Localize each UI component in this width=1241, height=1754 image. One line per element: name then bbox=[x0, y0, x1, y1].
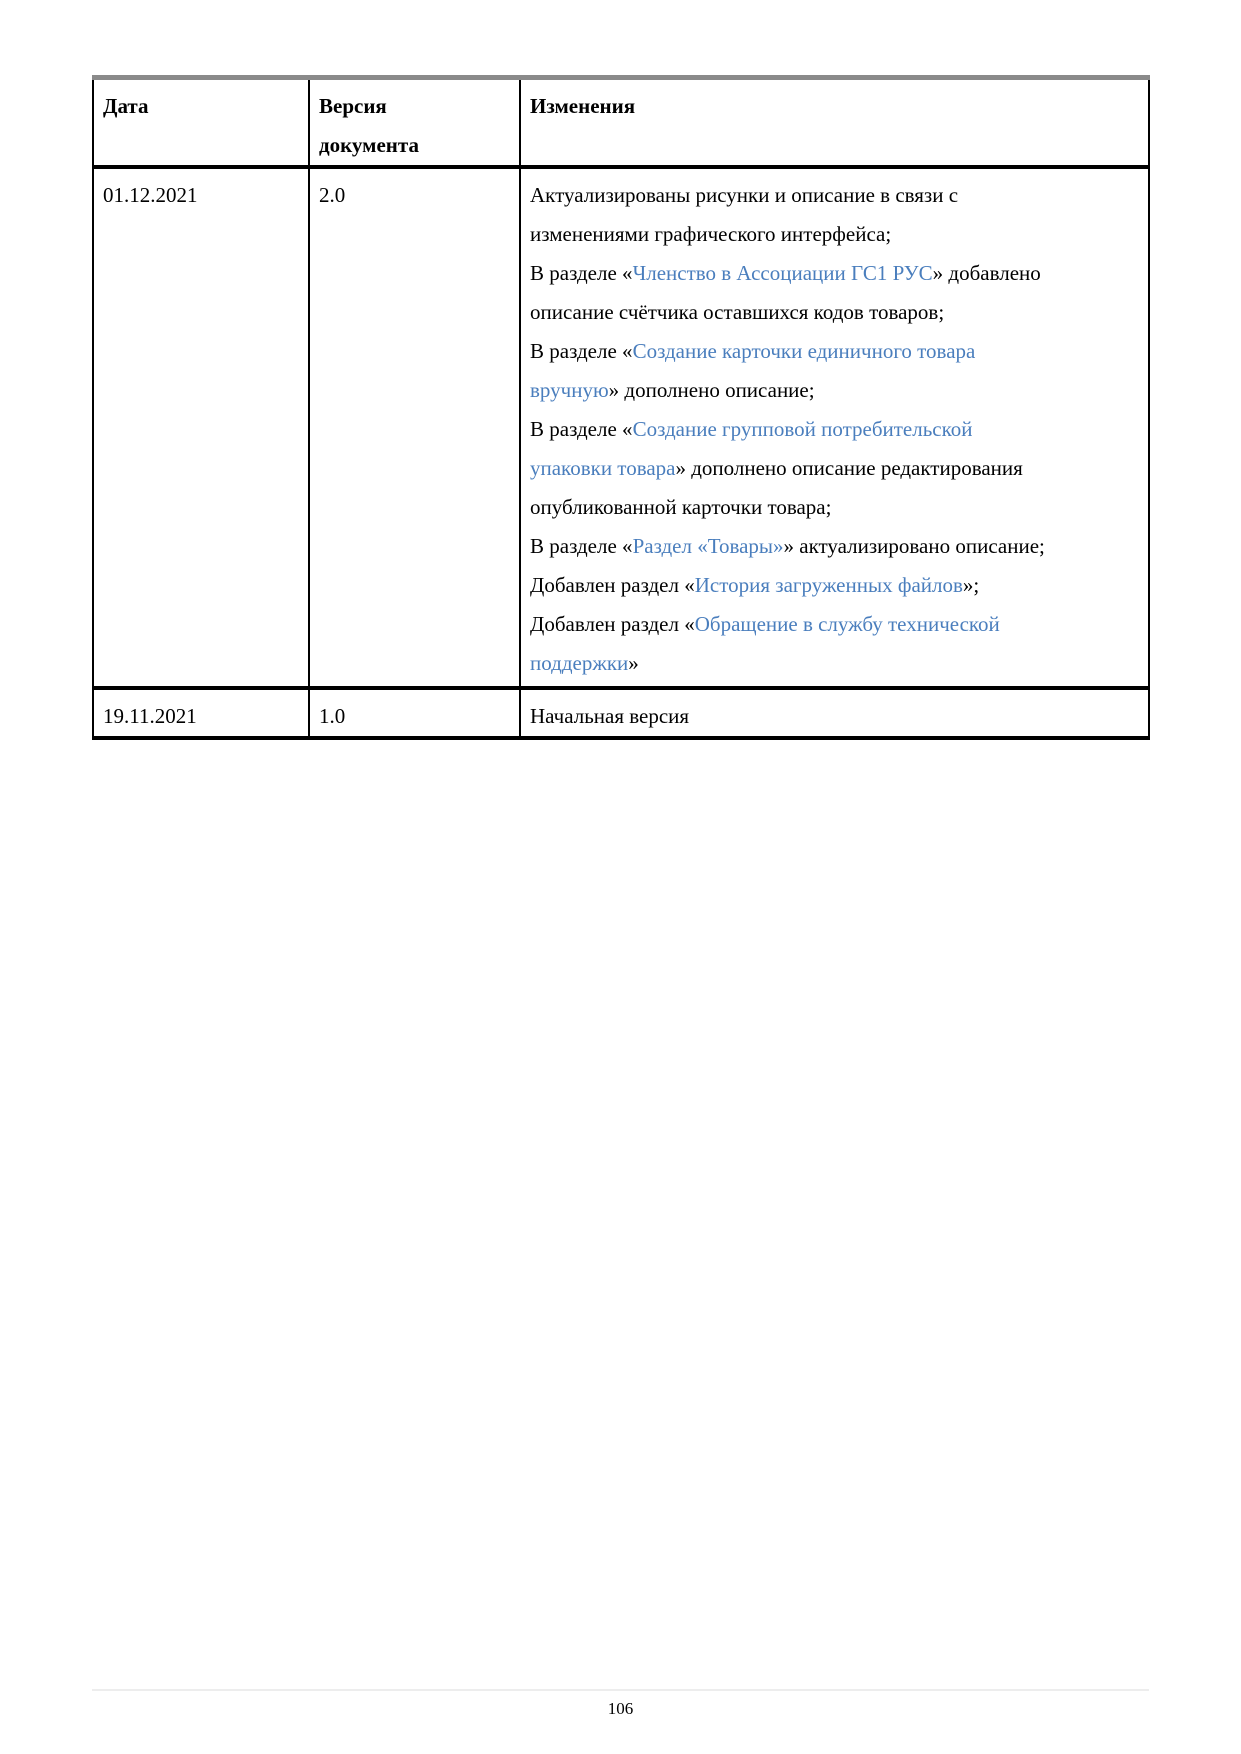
section-link[interactable]: Раздел «Товары» bbox=[632, 534, 784, 558]
changes-text: В разделе « bbox=[530, 261, 633, 285]
table-row bbox=[93, 167, 1149, 688]
changes-text: В разделе « bbox=[530, 534, 633, 558]
changes-text: В разделе « bbox=[530, 417, 633, 441]
changes-line bbox=[530, 293, 1142, 332]
version-cell: 2.0 bbox=[309, 167, 520, 688]
changes-line bbox=[530, 449, 1142, 488]
changes-line bbox=[530, 371, 1142, 410]
changes-text: изменениями графического интерфейса; bbox=[530, 222, 892, 246]
section-link[interactable]: вручную bbox=[530, 378, 609, 402]
date-cell: 01.12.2021 bbox=[93, 167, 309, 688]
changes-cell bbox=[520, 167, 1149, 688]
changes-text: Добавлен раздел « bbox=[530, 573, 695, 597]
header-changes bbox=[520, 78, 1149, 168]
header-row bbox=[93, 78, 1149, 168]
changes-cell bbox=[520, 688, 1149, 738]
changes-text: В разделе « bbox=[530, 339, 633, 363]
changes-text: Добавлен раздел « bbox=[530, 612, 695, 636]
header-version bbox=[309, 78, 520, 168]
section-link[interactable]: Обращение в службу технической bbox=[694, 612, 1000, 636]
version-cell: 1.0 bbox=[309, 688, 520, 738]
changes-line bbox=[530, 605, 1142, 644]
changes-text: опубликованной карточки товара; bbox=[530, 495, 832, 519]
changes-text: Актуализированы рисунки и описание в связи с bbox=[530, 183, 959, 207]
changes-text: » дополнено описание редактирования bbox=[675, 456, 1023, 480]
section-link[interactable]: История загруженных файлов bbox=[694, 573, 963, 597]
changes-line bbox=[530, 332, 1142, 371]
table-row bbox=[93, 688, 1149, 738]
section-link[interactable]: Членство в Ассоциации ГС1 РУС bbox=[632, 261, 933, 285]
page-number: 106 bbox=[607, 1699, 634, 1718]
changes-text: » добавлено bbox=[932, 261, 1041, 285]
changes-line bbox=[530, 697, 1142, 736]
changes-line bbox=[530, 215, 1142, 254]
header-version-label: Версия документа bbox=[319, 94, 419, 157]
changes-line bbox=[530, 488, 1142, 527]
changes-text: » дополнено описание; bbox=[608, 378, 815, 402]
footer-divider bbox=[92, 1689, 1149, 1691]
changes-text: »; bbox=[962, 573, 980, 597]
section-link[interactable]: упаковки товара bbox=[530, 456, 676, 480]
changes-text: » актуализировано описание; bbox=[783, 534, 1045, 558]
section-link[interactable]: поддержки bbox=[530, 651, 629, 675]
revision-history-table bbox=[92, 75, 1150, 740]
changes-text: Начальная версия bbox=[530, 704, 690, 728]
changes-line bbox=[530, 410, 1142, 449]
changes-line bbox=[530, 527, 1142, 566]
header-date bbox=[93, 78, 309, 168]
header-changes-label: Изменения bbox=[530, 94, 636, 118]
changes-line bbox=[530, 644, 1142, 683]
changes-line bbox=[530, 254, 1142, 293]
header-date-label: Дата bbox=[103, 94, 149, 118]
section-link[interactable]: Создание карточки единичного товара bbox=[632, 339, 976, 363]
date-cell: 19.11.2021 bbox=[93, 688, 309, 738]
changes-text: описание счётчика оставшихся кодов товаров; bbox=[530, 300, 945, 324]
section-link[interactable]: Создание групповой потребительской bbox=[632, 417, 973, 441]
changes-line bbox=[530, 176, 1142, 215]
changes-line bbox=[530, 566, 1142, 605]
changes-text: » bbox=[628, 651, 639, 675]
